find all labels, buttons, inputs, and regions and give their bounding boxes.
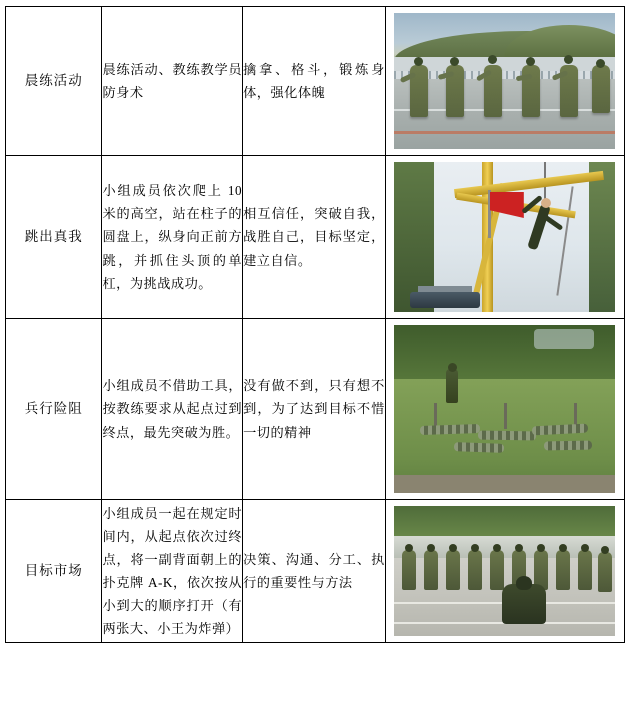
activity-name-cell: 跳出真我 (6, 156, 102, 319)
table-row (6, 7, 625, 156)
activity-photo-cell (385, 500, 624, 643)
activity-photo-cell (385, 156, 624, 319)
activity-name-cell: 目标市场 (6, 500, 102, 643)
activity-name-cell: 兵行险阻 (6, 319, 102, 500)
table-row (6, 319, 625, 500)
activity-table (5, 6, 625, 643)
photo-morning-drill (386, 7, 624, 155)
activity-goal-cell: 擒拿、格斗，锻炼身体，强化体魄 (243, 7, 386, 156)
activity-photo-cell (385, 319, 624, 500)
photo-high-jump (386, 156, 624, 318)
table-row (6, 156, 625, 319)
activity-name-cell: 晨练活动 (6, 7, 102, 156)
activity-goal-cell: 相互信任，突破自我，战胜自己，目标坚定，建立自信。 (243, 156, 386, 319)
activity-description-cell: 小组成员一起在规定时间内，从起点依次过终点，将一副背面朝上的扑克牌 A-K，依次按从小到大的顺序打开（有两张大、小王为炸弹） (102, 500, 243, 643)
activity-goal-cell: 没有做不到，只有想不到，为了达到目标不惜一切的精神 (243, 319, 386, 500)
activity-description-cell: 小组成员不借助工具，按教练要求从起点过到终点，最先突破为胜。 (102, 319, 243, 500)
photo-card-task (386, 500, 624, 642)
activity-photo-cell (385, 7, 624, 156)
activity-goal-cell: 决策、沟通、分工、执行的重要性与方法 (243, 500, 386, 643)
activity-description-cell: 晨练活动、教练教学员防身术 (102, 7, 243, 156)
table-row (6, 500, 625, 643)
photo-obstacle-crawl (386, 319, 624, 499)
activity-description-cell: 小组成员依次爬上 10 米的高空，站在柱子的圆盘上，纵身向正前方跳，并抓住头顶的单杠，为挑战成功。 (102, 156, 243, 319)
